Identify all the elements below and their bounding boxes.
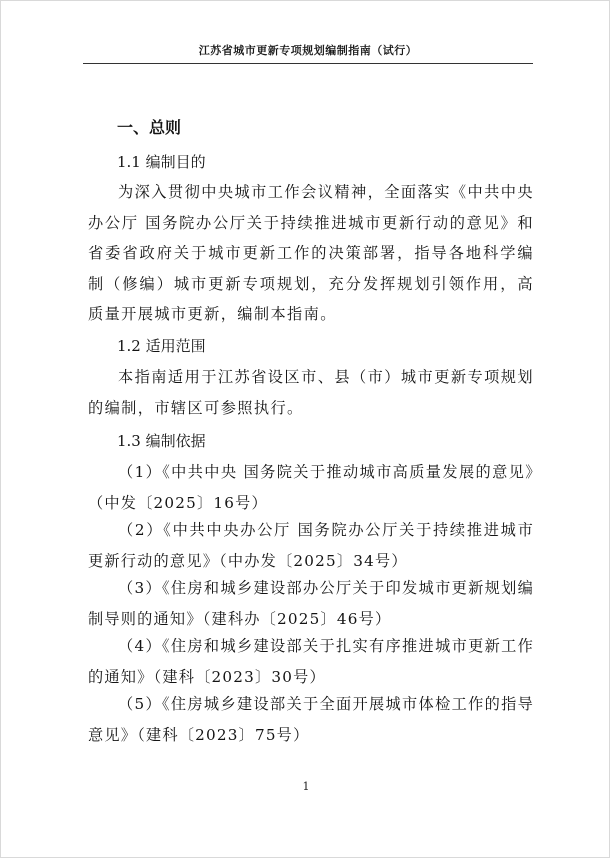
paragraph-scope: 本指南适用于江苏省设区市、县（市）城市更新专项规划的编制，市辖区可参照执行。	[88, 368, 534, 417]
reference-item: （3）《住房和城乡建设部办公厅关于印发城市更新规划编制导则的通知》（建科办〔2025〕46号）	[88, 579, 534, 628]
reference-item: （2）《中共中央办公厅 国务院办公厅关于持续推进城市更新行动的意见》（中办发〔2025〕34号）	[88, 521, 534, 570]
subsection-heading-purpose: 1.1 编制目的	[117, 153, 206, 171]
subsection-heading-basis: 1.3 编制依据	[117, 432, 206, 450]
paragraph-purpose: 为深入贯彻中央城市工作会议精神，全面落实《中共中央办公厅 国务院办公厅关于持续推进城市更新行动的意见》和省委省政府关于城市更新工作的决策部署，指导各地科学编制（修编）城市更新专项规划，充分发挥规划引领作用，高质量开展城市更新，编制本指南。	[88, 183, 534, 324]
header-rule	[83, 63, 533, 64]
reference-item: （4）《住房和城乡建设部关于扎实有序推进城市更新工作的通知》（建科〔2023〕30号）	[88, 637, 534, 686]
reference-item: （5）《住房城乡建设部关于全面开展城市体检工作的指导意见》（建科〔2023〕75号）	[88, 695, 534, 744]
section-heading: 一、总则	[117, 118, 182, 137]
reference-item: （1）《中共中央 国务院关于推动城市高质量发展的意见》（中发〔2025〕16号）	[88, 463, 534, 512]
running-header: 江苏省城市更新专项规划编制指南（试行）	[198, 44, 418, 57]
subsection-heading-scope: 1.2 适用范围	[117, 337, 206, 355]
page-number: 1	[302, 780, 310, 793]
